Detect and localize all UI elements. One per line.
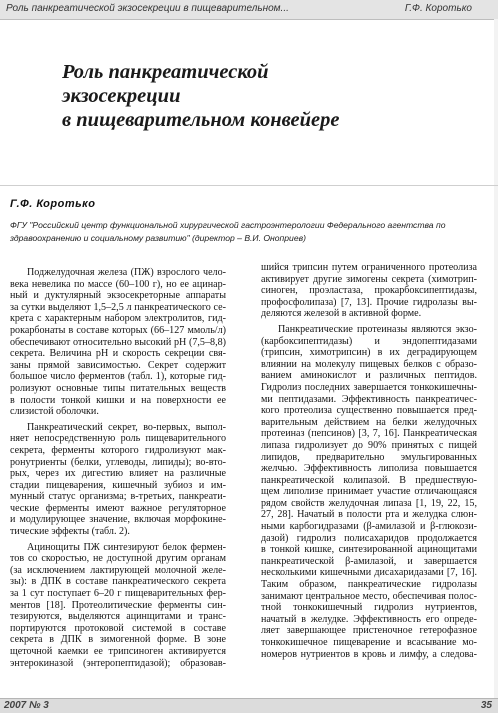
text-line: кого протеолиза существенно повышается пред- xyxy=(261,405,477,417)
text-line: активирует другие зимогены секрета (химотрип- xyxy=(261,273,477,285)
text-line: слизистой оболочки. xyxy=(10,406,99,418)
text-line: в тонкой кишке, синтезированной ацинощитами xyxy=(261,544,477,556)
text-line: желчью. Эффективность липолиза повышается xyxy=(261,463,477,475)
text-line: секрета, ферменты которого гидролизуют мак- xyxy=(10,444,226,456)
text-line: ными карбогидразами (β-амилазой и β-глюкози- xyxy=(261,521,477,533)
text-line: ронутриенты (белки, углеводы, липиды); во-вто- xyxy=(10,456,226,468)
text-line: большое число ферментов (табл. 1), которые гид- xyxy=(10,371,226,383)
divider xyxy=(0,185,498,186)
author-name: Г.Ф. Коротько xyxy=(10,198,96,210)
text-line: крета с характерным набором электролитов, гид- xyxy=(10,313,226,325)
text-line: за 1 сут поступает 6–20 г пищеварительных фер- xyxy=(10,588,226,600)
text-line: синоген, проэластаза, прокарбоксипептидазы, xyxy=(261,285,477,297)
text-line: номеров нутриентов в кровь и лимфу, а следова- xyxy=(261,648,477,660)
text-line: 27, 28]. Начатый в полости рта и желудка слюн- xyxy=(261,509,477,521)
affiliation xyxy=(10,219,490,245)
text-line: влиянии на молекулу пищевых белков с образо- xyxy=(261,358,477,370)
page-footer xyxy=(0,698,498,713)
text-line: ванием аминокислот и различных пептидов. xyxy=(261,370,477,382)
text-line: Поджелудочная железа (ПЖ) взрослого чело- xyxy=(27,267,226,278)
body-column-right xyxy=(261,262,477,660)
text-line: щем липолизе принимает участие отличающаяся xyxy=(261,486,477,498)
text-line: (трипсин, химотрипсин) в их деградирующем xyxy=(261,347,477,359)
text-line: варительным действием на белки желудочных xyxy=(261,416,477,428)
issue-label: 2007 № 3 xyxy=(4,700,49,711)
paragraph xyxy=(261,324,477,660)
text-line: начатый в желудке. Эффективность его опреде- xyxy=(261,613,477,625)
text-line: ный и дуктулярный экзосекреторные аппараты xyxy=(10,290,226,302)
text-line: ролизуют основные типы питательных веществ xyxy=(10,382,226,394)
running-header-title: Роль панкреатической экзосекреции в пищеварительном... xyxy=(6,3,289,14)
text-line: секрета. Величина рН и скорость секреции свя- xyxy=(10,348,226,360)
text-line: липаза гидролизует до 90% принятых с пищей xyxy=(261,439,477,451)
paragraph xyxy=(10,422,226,538)
body-column-left xyxy=(10,267,226,669)
text-line: тонкокишечное пищеварение и всасывание мо- xyxy=(261,637,477,648)
text-line: Ацинощиты ПЖ синтезируют белок фермен- xyxy=(27,541,226,553)
text-line: зы): в ДПК в составе панкреатического секрета xyxy=(10,576,226,588)
text-line: ляет завершающее пристеночное гетерофазное xyxy=(261,625,477,637)
text-line: стадии пищеварения, кишечный зубиоз и им- xyxy=(10,479,226,491)
text-line: тические эффекты (табл. 2). xyxy=(10,526,130,538)
text-line: протеиназ (пепсинов) [3, 7, 16]. Панкреатическая xyxy=(261,428,477,440)
text-line: портируются протоковой системой в составе xyxy=(10,622,226,634)
affiliation-line: здравоохранению и социальному развитию" (директор – В.И. Оноприев) xyxy=(10,233,306,243)
text-line: Панкреатические протеиназы являются экзо- xyxy=(278,323,477,335)
text-line: в полости тонкой кишки и на поверхности ее xyxy=(10,394,226,406)
text-line: панкреатической β-амилазой, и завершается xyxy=(261,555,477,567)
running-header xyxy=(0,0,498,20)
text-line: секрета в ДПК в зимогенной форме. В зоне xyxy=(10,634,226,646)
text-line: тов со скоростью, не доступной другим органам xyxy=(10,553,226,565)
page-number: 35 xyxy=(480,700,492,711)
text-line: занимают центральное место, обеспечивая полос- xyxy=(261,590,477,602)
text-line: профосфолипаза) [7, 13]. Прочие гидролазы вы- xyxy=(261,296,477,308)
text-line: няет непосредственную роль пищеварительного xyxy=(10,433,226,445)
text-line: рокарбонаты в составе которых (66–127 ммоль/л) xyxy=(10,324,226,336)
page-edge xyxy=(494,19,498,699)
text-line: рядом свойств желудочная липаза [1, 19, 22, 15, xyxy=(261,497,477,509)
text-line: тезируются, выделяются ацинщитами и транс- xyxy=(10,611,226,623)
text-line: за сутки выделяют 1,5–2,5 л панкреатического се- xyxy=(10,301,226,313)
text-line: щеточной каемки ее трипсиноген активируется xyxy=(10,646,226,657)
text-line: Таким образом, панкреатические гидролазы xyxy=(261,579,477,591)
title-line: в пищеварительном конвейере xyxy=(62,109,340,131)
text-line: века невелика по массе (60–100 г), но ее ацинар- xyxy=(10,278,226,290)
paragraph xyxy=(261,262,477,320)
running-header-author: Г.Ф. Коротько xyxy=(404,3,472,14)
text-line: панкреатической колипазой. В предшествую- xyxy=(261,474,477,486)
text-line: Панкреатический секрет, во-первых, выпол- xyxy=(27,421,226,433)
text-line: шийся трипсин путем ограниченного протеолиза xyxy=(261,262,477,273)
paragraph xyxy=(10,267,226,418)
text-line: ческие ферменты имеют важное регуляторное xyxy=(10,502,226,514)
text-line: (за исключением лактирующей молочной желе- xyxy=(10,564,226,576)
text-line: Гидролиз последних завершается тонкокишечны- xyxy=(261,381,477,393)
text-line: ментов [18]. Протеолитические ферменты син- xyxy=(10,599,226,611)
text-line: дазой) гидролиз полисахаридов продолжается xyxy=(261,532,477,544)
text-line: несколькими кишечными дисахаридазами [7, 16]. xyxy=(261,567,477,579)
text-line: энтерокиназой (энтеропептидазой); образовав- xyxy=(10,657,226,669)
text-line: липидов, предварительно эмульгированных xyxy=(261,451,477,463)
text-line: заны прямой зависимостью. Секрет содержит xyxy=(10,359,226,371)
text-line: обеспечивают относительно высокий рН (7,5–8,8) xyxy=(10,336,226,348)
paragraph xyxy=(10,542,226,670)
text-line: мунный статус организма; в-третьих, панкреати- xyxy=(10,491,226,503)
text-line: деляются железой в активной форме. xyxy=(261,308,422,320)
text-line: рых, через их дигестию влияет на различные xyxy=(10,468,226,480)
text-line: ми пептидазами. Эффективность панкреатичес- xyxy=(261,393,477,405)
text-line: и модулирующее значение, включая морфокине- xyxy=(10,514,226,526)
text-line: (карбоксипептидазы) и эндопептидазами xyxy=(261,335,477,347)
article-title xyxy=(62,60,482,132)
title-line: Роль панкреатической xyxy=(62,61,269,83)
text-line: тной тонкокишечный гидролиз нутриентов, xyxy=(261,602,477,614)
title-line: экзосекреции xyxy=(62,85,181,107)
affiliation-line: ФГУ "Российский центр функциональной хирургической гастроэнтерологии Федерального агентства по xyxy=(10,220,446,230)
